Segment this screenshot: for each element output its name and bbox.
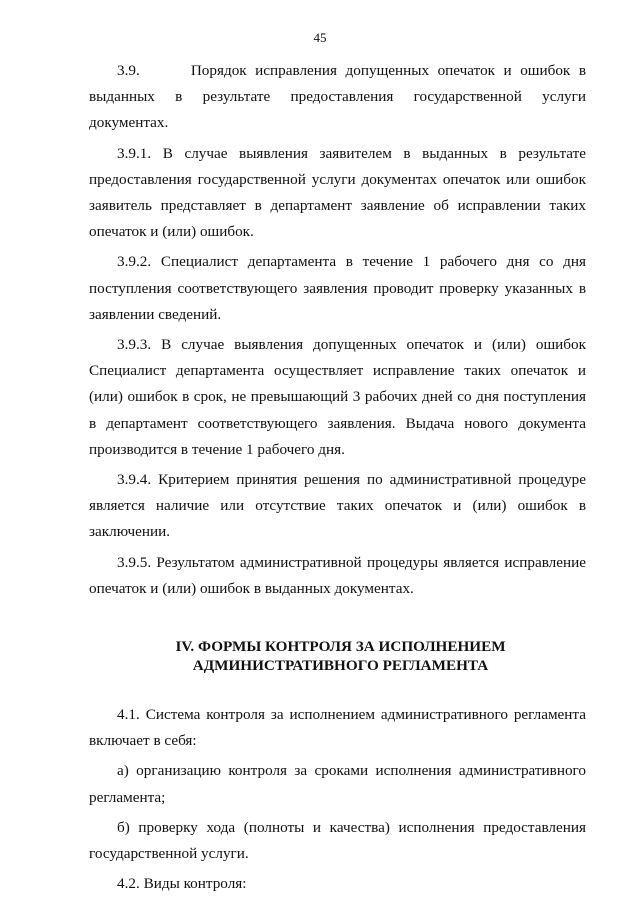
paragraph-3-9: 3.9. Порядок исправления допущенных опечаток и ошибок в выданных в результате предоставления государственной услуги документах.	[89, 62, 586, 132]
document-body	[89, 58, 586, 901]
paragraph-3-9-5: 3.9.5. Результатом административной процедуры является исправление опечаток и (или) ошибок в выданных документах.	[89, 553, 586, 597]
paragraph-4-1-b: б) проверку хода (полноты и качества) исполнения предоставления государственной услуги.	[89, 818, 586, 863]
section-heading-line-1: IV. ФОРМЫ КОНТРОЛЯ ЗА ИСПОЛНЕНИЕМ	[175, 638, 506, 656]
section-heading-line-2: АДМИНИСТРАТИВНОГО РЕГЛАМЕНТА	[192, 657, 489, 675]
paragraph-3-9-1: 3.9.1. В случае выявления заявителем в выданных в результате предоставления государственной услуги документах опечаток или ошибок заявитель представляет в департамент заявление об исправлении таких опечаток и (или) ошибок.	[89, 144, 586, 241]
page-number: 45	[313, 30, 327, 45]
paragraph-4-1-a: а) организацию контроля за сроками исполнения административного регламента;	[89, 762, 586, 806]
paragraph-4-2: 4.2. Виды контроля:	[117, 875, 247, 893]
section-heading	[89, 637, 586, 675]
paragraph-3-9-3: 3.9.3. В случае выявления допущенных опечаток и (или) ошибок Специалист департамента осуществляет исправление таких опечаток и (или) ошибок в срок, не превышающий 3 рабочих дней со дня поступления в департамент соответствующего заявления. Выдача нового документа производится в течение 1 рабочего дня.	[89, 336, 586, 458]
paragraph-4-1: 4.1. Система контроля за исполнением административного регламента включает в себя:	[89, 706, 586, 750]
paragraph-3-9-2: 3.9.2. Специалист департамента в течение 1 рабочего дня со дня поступления соответствующего заявления проводит проверку указанных в заявлении сведений.	[89, 253, 586, 323]
paragraph-3-9-4: 3.9.4. Критерием принятия решения по административной процедуре является наличие или отсутствие таких опечаток и (или) ошибок в заключении.	[89, 471, 586, 541]
